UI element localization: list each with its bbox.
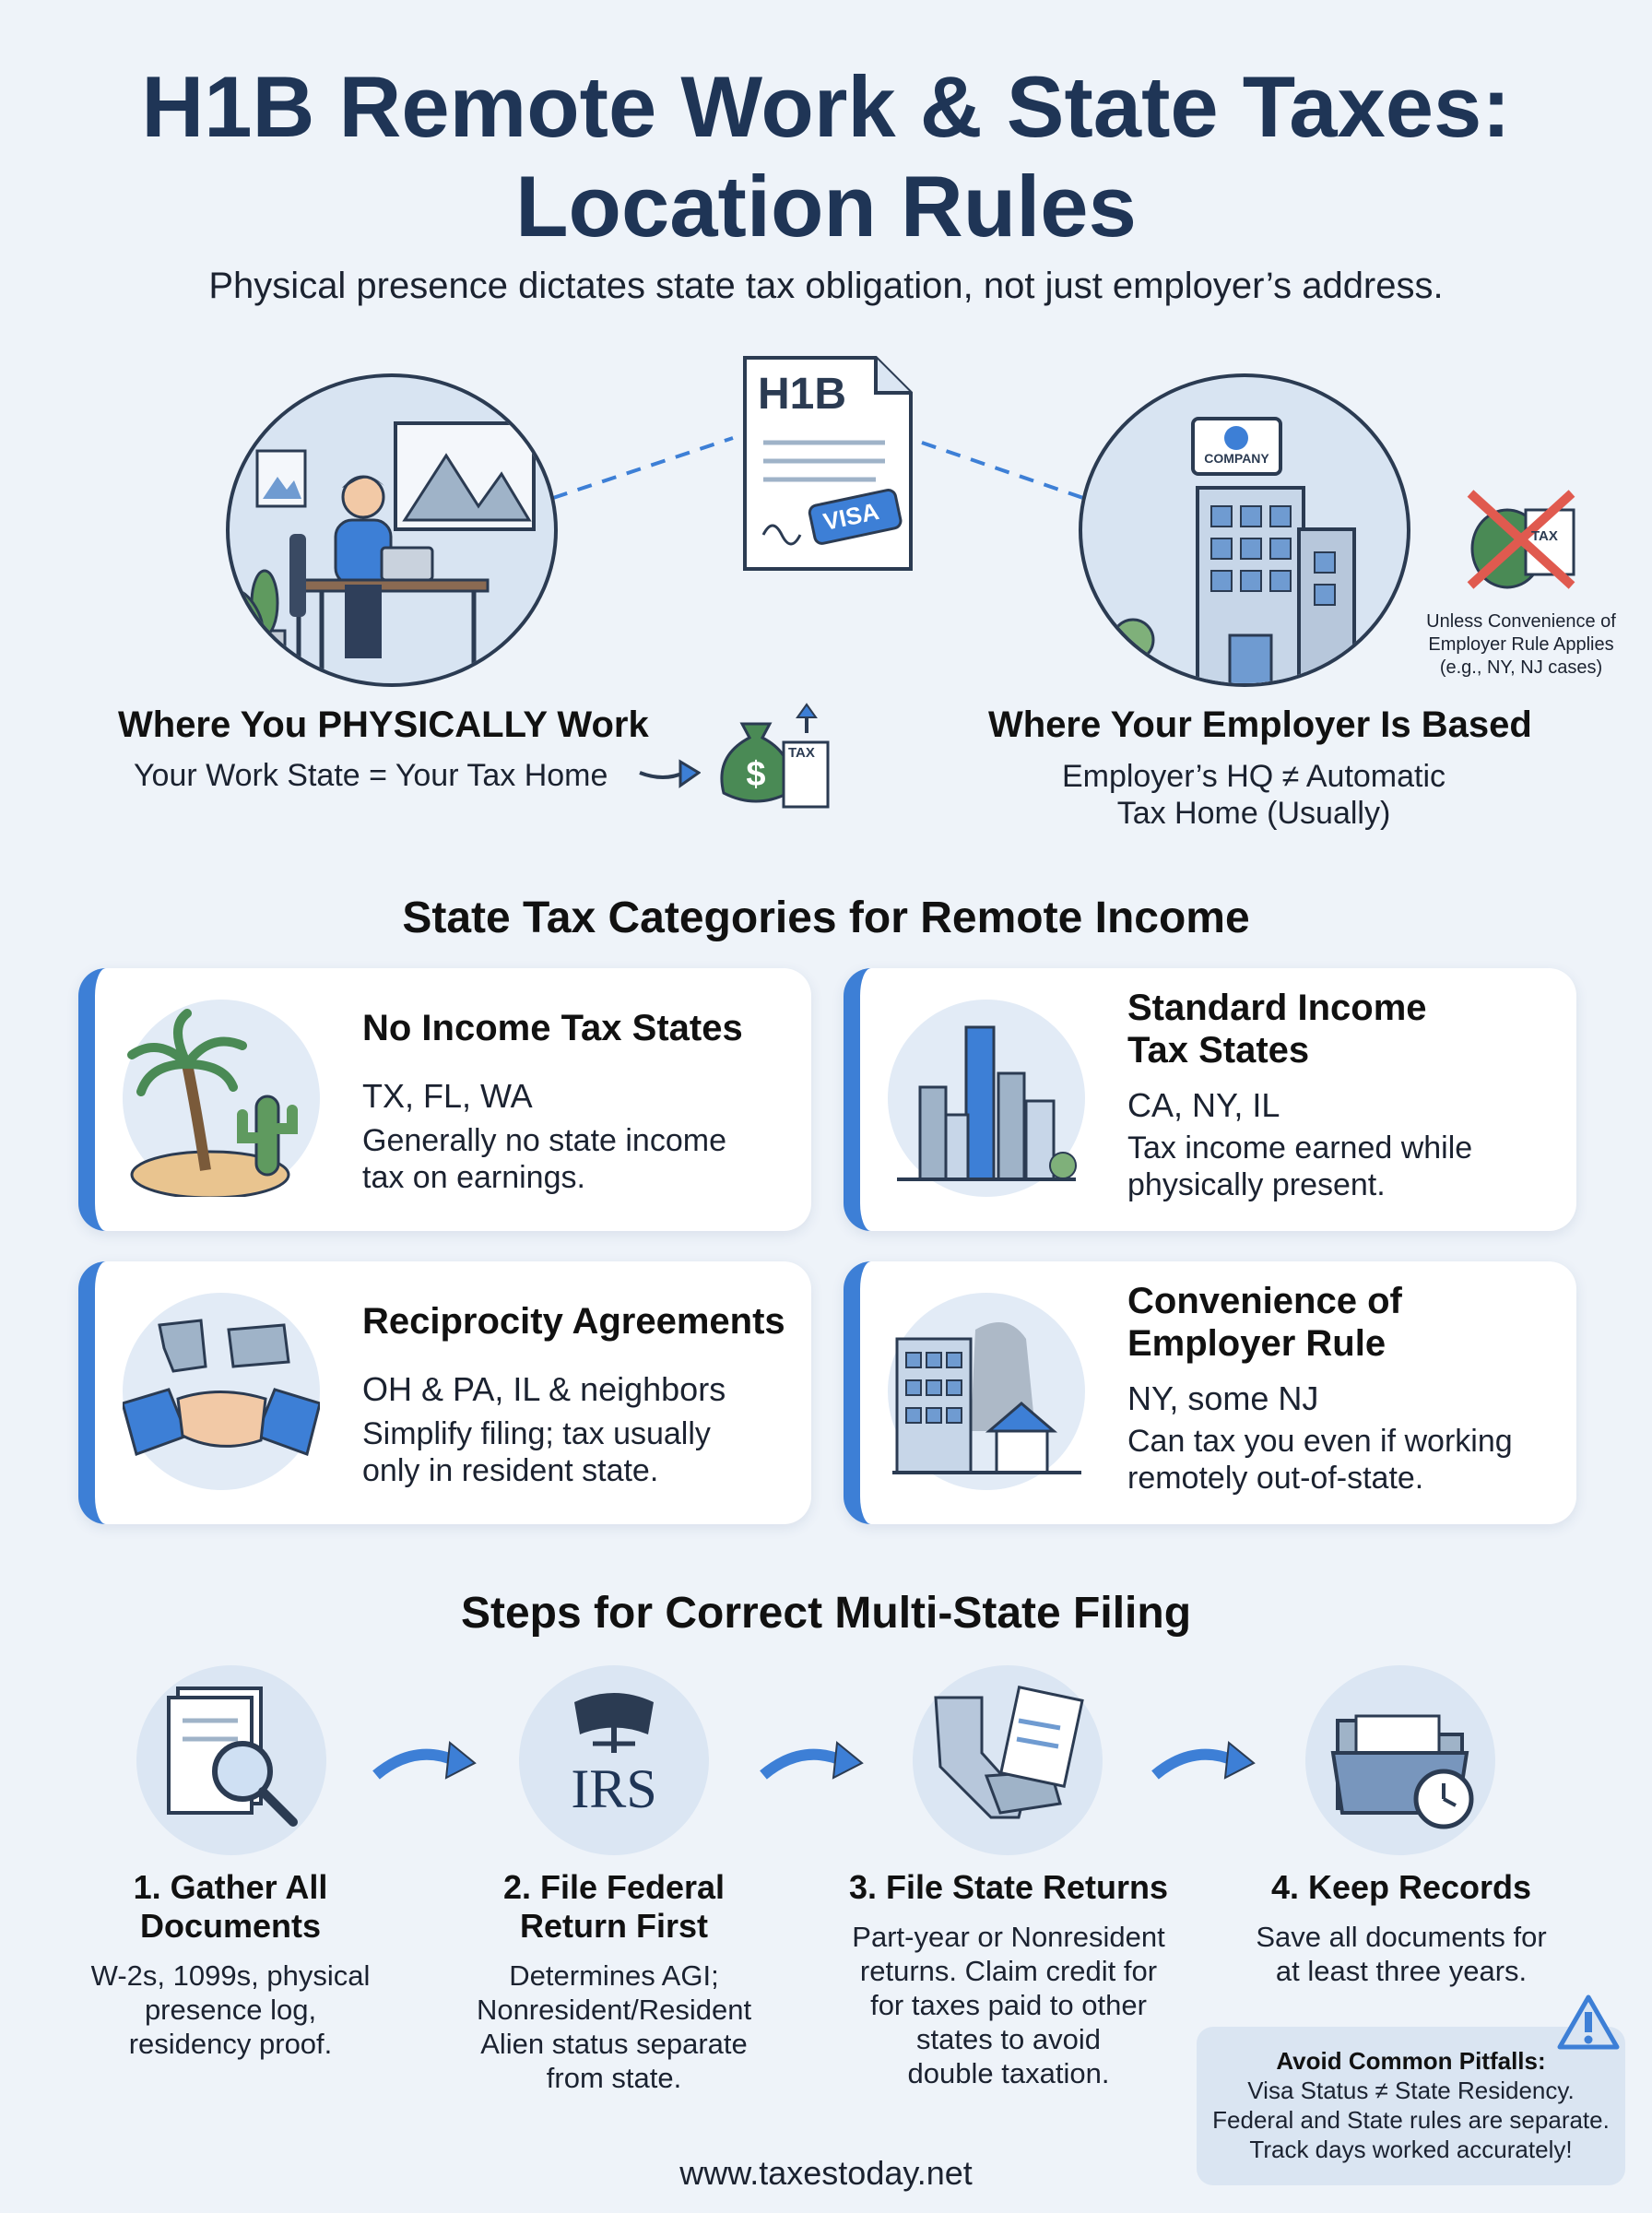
card-title xyxy=(1127,987,1427,1071)
pitfalls-line-2: Federal and State rules are separate. xyxy=(1212,2106,1610,2134)
note-line-2: Employer Rule Applies xyxy=(1428,634,1614,655)
card-desc-line: only in resident state. xyxy=(362,1453,659,1488)
title-line-1: H1B Remote Work & State Taxes: xyxy=(141,58,1511,155)
step-desc-line: presence log, xyxy=(144,1994,317,2026)
step-title xyxy=(420,1868,808,1946)
crossed-tax-label: TAX xyxy=(1531,528,1558,544)
card-title xyxy=(362,1300,785,1343)
step-description xyxy=(420,1959,808,2095)
step-desc-line: Part-year or Nonresident xyxy=(852,1921,1165,1953)
convenience-rule-note xyxy=(1415,610,1627,680)
category-card-standard-income-tax xyxy=(844,968,1576,1231)
step-1 xyxy=(37,1868,424,2061)
card-title-line: Convenience of xyxy=(1127,1281,1402,1321)
card-desc-line: physically present. xyxy=(1127,1167,1386,1202)
arrow-right-icon xyxy=(636,754,701,791)
remote-worker-illustration xyxy=(226,373,558,687)
card-description xyxy=(1127,1130,1472,1203)
step-desc-line: Save all documents for xyxy=(1256,1921,1547,1953)
step-title xyxy=(37,1868,424,1946)
handshake-icon xyxy=(123,1293,320,1490)
arrow-right-icon xyxy=(369,1734,479,1789)
company-building-illustration xyxy=(1079,373,1410,687)
company-sign-label: COMPANY xyxy=(1204,451,1269,466)
step-description xyxy=(37,1959,424,2061)
step-title-line: Return First xyxy=(519,1907,708,1945)
physical-work-text: Your Work State = Your Tax Home xyxy=(134,758,608,793)
card-title-line: Standard Income xyxy=(1127,988,1427,1028)
palm-cactus-icon xyxy=(123,1000,320,1197)
step-desc-line: from state. xyxy=(546,2062,682,2094)
crossed-out-tax-icon xyxy=(1461,484,1581,595)
pitfalls-title: Avoid Common Pitfalls: xyxy=(1276,2047,1546,2075)
step-desc-line: states to avoid xyxy=(916,2023,1101,2055)
employer-based-heading: Where Your Employer Is Based xyxy=(988,704,1532,745)
card-desc-line: remotely out-of-state. xyxy=(1127,1461,1424,1496)
h1b-document-icon xyxy=(738,350,917,576)
card-title-line: Employer Rule xyxy=(1127,1323,1386,1364)
card-states: OH & PA, IL & neighbors xyxy=(362,1370,726,1408)
card-description xyxy=(1127,1423,1513,1497)
employer-based-text xyxy=(1014,758,1493,832)
card-title-line: Tax States xyxy=(1127,1030,1310,1071)
steps-title: Steps for Correct Multi-State Filing xyxy=(460,1589,1192,1638)
categories-title: State Tax Categories for Remote Income xyxy=(402,893,1250,942)
city-skyline-icon xyxy=(888,1000,1085,1197)
state-map-documents-icon xyxy=(913,1665,1103,1855)
warning-icon xyxy=(1556,1994,1621,2051)
card-title-line: No Income Tax States xyxy=(362,1008,743,1048)
title-line-2: Location Rules xyxy=(515,158,1137,254)
arrow-right-icon xyxy=(1148,1734,1258,1789)
step-desc-line: Determines AGI; xyxy=(509,1959,719,1992)
irs-logo-icon xyxy=(519,1665,709,1855)
card-description xyxy=(362,1415,711,1489)
employer-text-line-1: Employer’s HQ ≠ Automatic xyxy=(1061,759,1446,794)
card-desc-line: Generally no state income xyxy=(362,1123,726,1158)
step-title-line: 1. Gather All xyxy=(133,1868,328,1906)
footer-url[interactable]: www.taxestoday.net xyxy=(679,2154,973,2192)
card-description xyxy=(362,1122,726,1196)
card-states: TX, FL, WA xyxy=(362,1077,533,1115)
step-title-line: Documents xyxy=(139,1907,322,1945)
card-states: CA, NY, IL xyxy=(1127,1086,1280,1124)
document-title: H1B xyxy=(758,370,847,419)
document-magnifier-icon xyxy=(136,1665,326,1855)
step-4 xyxy=(1208,1868,1595,1988)
step-desc-line: Alien status separate xyxy=(480,2028,748,2060)
card-title-line: Reciprocity Agreements xyxy=(362,1301,785,1342)
card-desc-line: tax on earnings. xyxy=(362,1160,585,1195)
step-desc-line: returns. Claim credit for xyxy=(859,1955,1158,1987)
building-house-icon xyxy=(888,1293,1085,1490)
step-2 xyxy=(420,1868,808,2095)
card-desc-line: Simplify filing; tax usually xyxy=(362,1416,711,1451)
step-title-line: 4. Keep Records xyxy=(1270,1868,1532,1906)
step-title xyxy=(1208,1868,1595,1907)
card-title xyxy=(1127,1280,1402,1365)
page-subtitle: Physical presence dictates state tax obligation, not just employer’s address. xyxy=(208,266,1444,306)
arrow-right-icon xyxy=(756,1734,867,1789)
money-bag-tax-icon xyxy=(714,701,834,811)
card-desc-line: Tax income earned while xyxy=(1127,1130,1473,1166)
step-3 xyxy=(815,1868,1202,2090)
step-desc-line: Nonresident/Resident xyxy=(476,1994,752,2026)
step-description xyxy=(815,1920,1202,2090)
pitfalls-line-3: Track days worked accurately! xyxy=(1249,2136,1573,2163)
card-title xyxy=(362,1007,743,1049)
card-states: NY, some NJ xyxy=(1127,1379,1319,1417)
category-card-no-income-tax xyxy=(78,968,811,1231)
pitfalls-line-1: Visa Status ≠ State Residency. xyxy=(1247,2077,1575,2104)
step-desc-line: double taxation. xyxy=(907,2057,1110,2089)
step-desc-line: at least three years. xyxy=(1275,1955,1528,1987)
step-desc-line: W-2s, 1099s, physical xyxy=(90,1959,371,1992)
step-title-line: 2. File Federal xyxy=(502,1868,726,1906)
step-desc-line: for taxes paid to other xyxy=(870,1989,1147,2021)
money-tax-label: TAX xyxy=(788,745,815,761)
note-line-3: (e.g., NY, NJ cases) xyxy=(1439,657,1603,678)
step-title-line: 3. File State Returns xyxy=(848,1868,1169,1906)
step-title xyxy=(815,1868,1202,1907)
svg-text:$: $ xyxy=(746,755,766,794)
physical-work-heading: Where You PHYSICALLY Work xyxy=(118,704,649,745)
category-card-reciprocity xyxy=(78,1261,811,1524)
step-description xyxy=(1208,1920,1595,1988)
note-line-1: Unless Convenience of xyxy=(1426,611,1616,632)
irs-label: IRS xyxy=(571,1758,657,1819)
folder-clock-icon xyxy=(1305,1665,1495,1855)
card-desc-line: Can tax you even if working xyxy=(1127,1424,1513,1459)
category-card-convenience-rule xyxy=(844,1261,1576,1524)
step-desc-line: residency proof. xyxy=(128,2028,333,2060)
employer-text-line-2: Tax Home (Usually) xyxy=(1116,796,1391,831)
visa-stamp: VISA xyxy=(820,497,882,536)
